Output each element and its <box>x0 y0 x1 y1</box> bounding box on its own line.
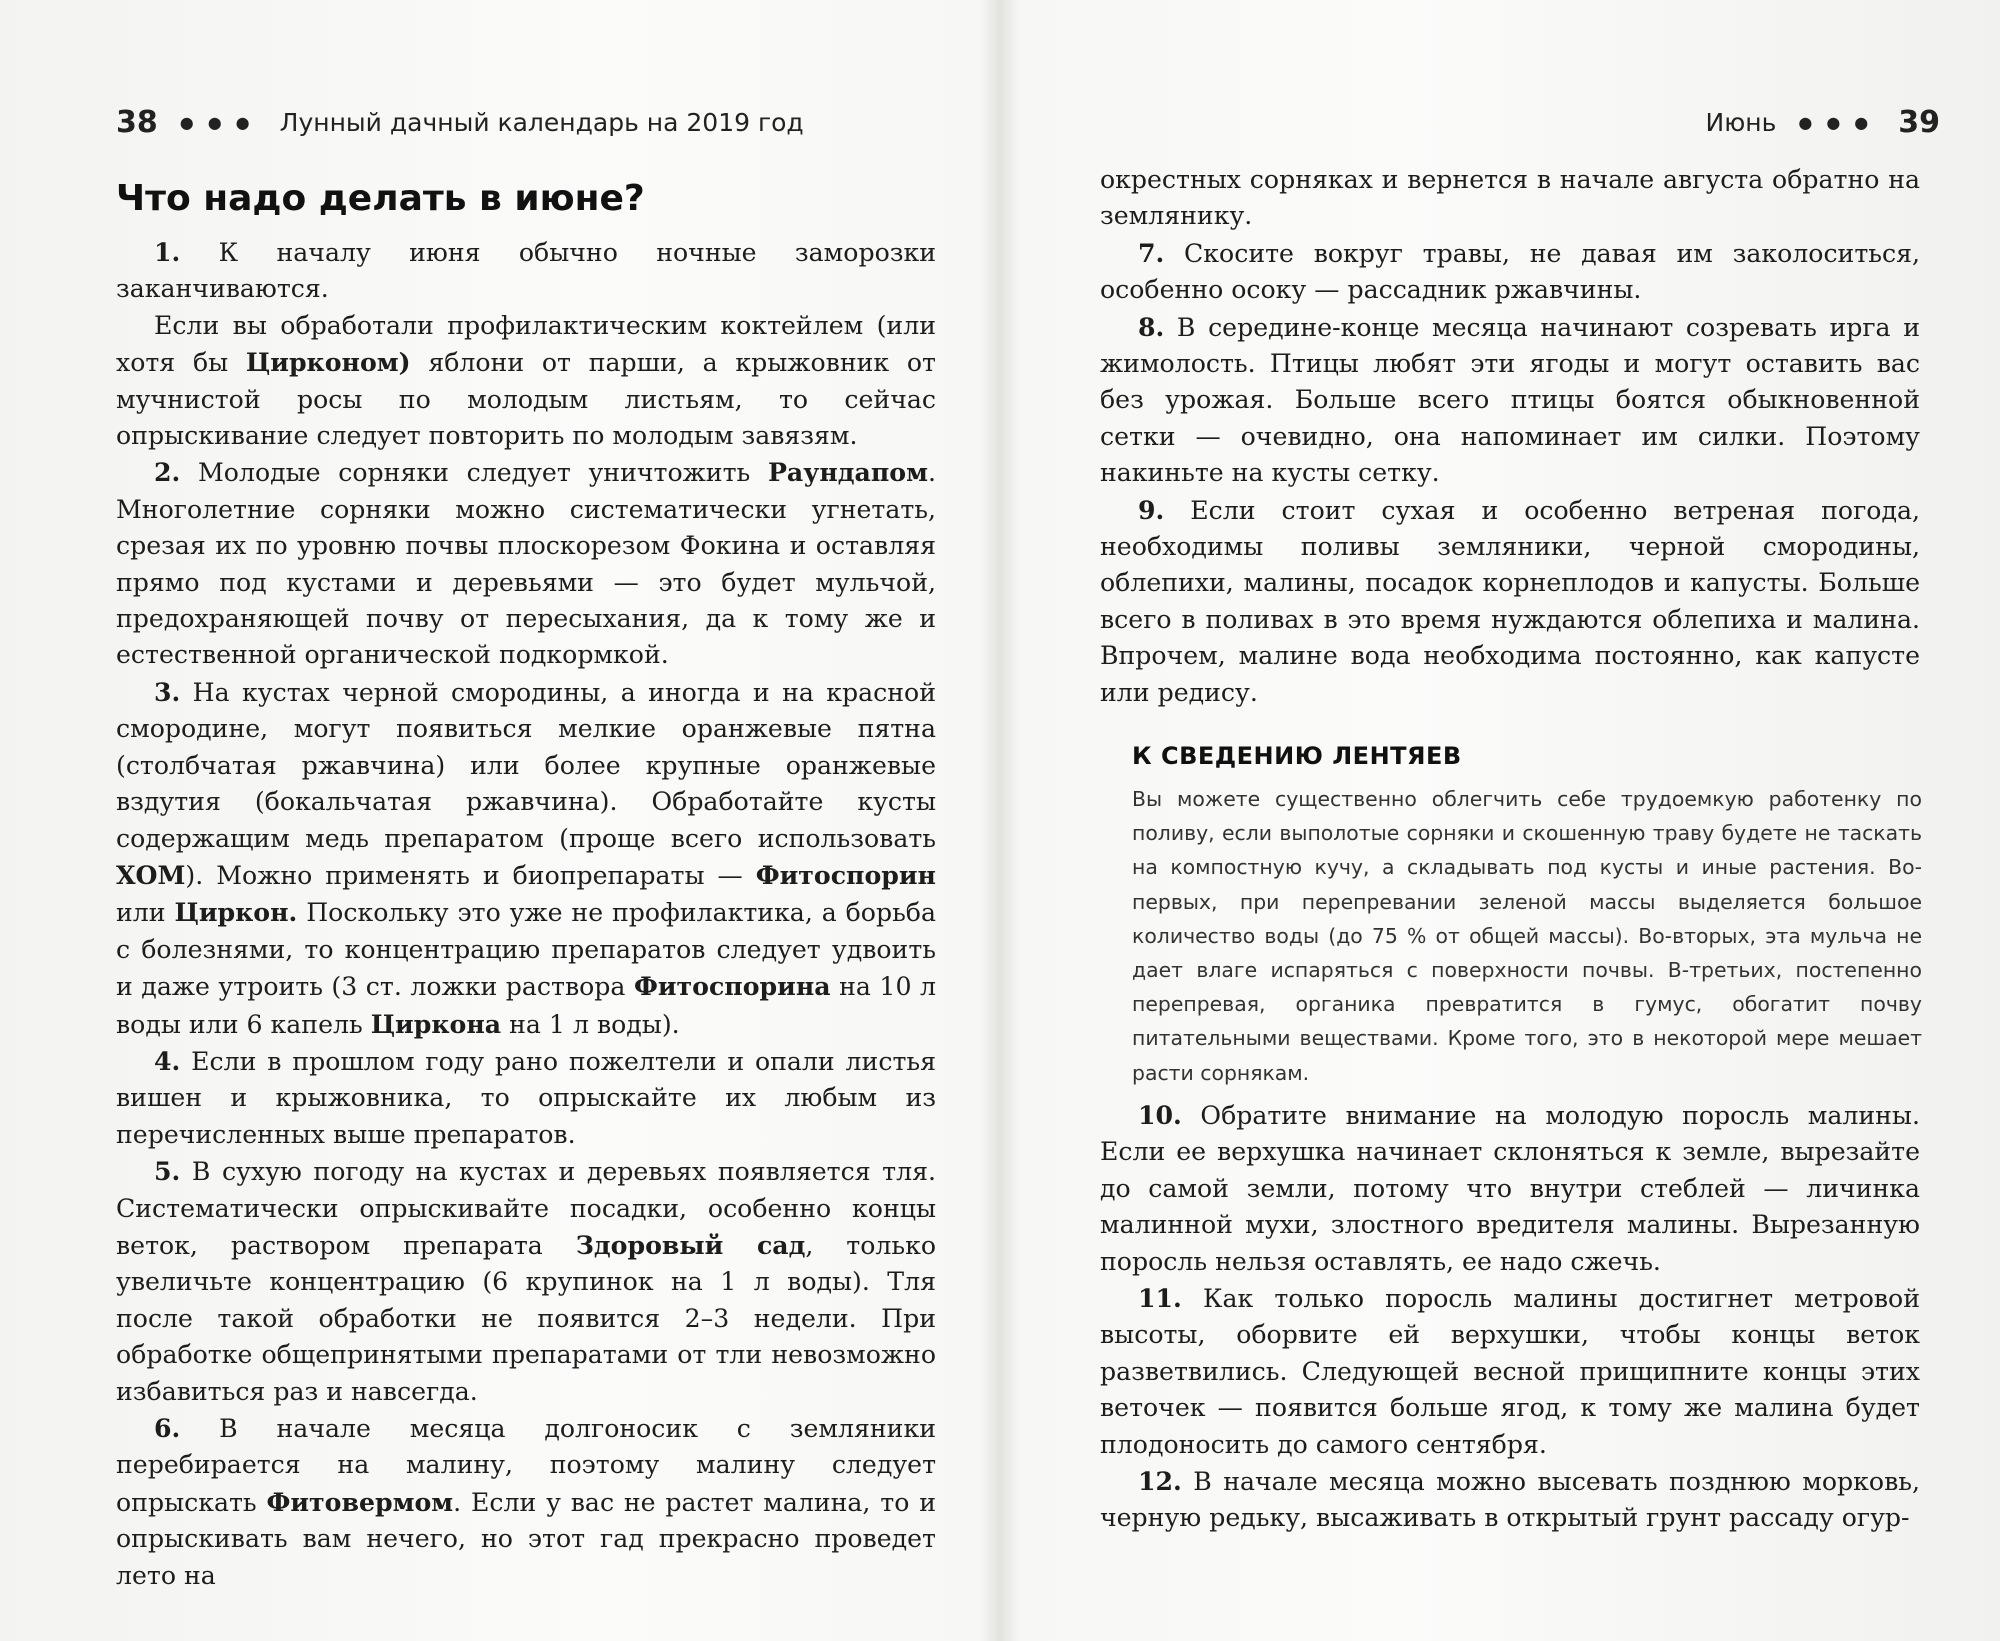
running-title: Лунный дачный календарь на 2019 год <box>279 108 804 137</box>
page-number: 39 <box>1898 105 1940 140</box>
bullet-dots: ●●● <box>179 113 264 132</box>
paragraph-3: 3. На кустах черной смородины, а иногда и на красной смородине, могут появиться мелкие оранжевые пятна (столбчатая ржавчина) или более крупные оранжевые вздутия (бокальчатая ржавчина). Обработайте кусты содержащим медь препаратом (проще всего использовать ХОМ). Можно применять и биопрепараты — Фитоспорин или Циркон. Поскольку это уже не профилактика, а борьба с болезнями, то концентрацию препаратов следует удвоить и даже утроить (3 ст. ложки раствора Фитоспорина на 10 л воды или 6 капель Циркона на 1 л воды). <box>116 676 937 1039</box>
paragraph-8: 8. В середине-конце месяца начинают созревать ирга и жимолость. Птицы любят эти ягоды и могут оставить вас без урожая. Больше всего птицы боятся обыкновенной сетки — очевидно, она напоминает им силки. Поэтому накиньте на кусты сетку. <box>1100 311 1920 488</box>
paragraph-2: 2. Молодые сорняки следует уничтожить Раундапом. Многолетние сорняки можно систематически угнетать, срезая их по уровню почвы плоскорезом Фокина и оставляя прямо под кустами и деревьями — это будет мульчой, предохраняющей почву от пересыхания, да к тому же и естественной органической подкормкой. <box>116 457 936 670</box>
running-header-right <box>1706 105 1940 140</box>
paragraph-11: 11. Как только поросль малины достигнет метровой высоты, оборвите ей верхушки, чтобы концы веток разветвились. Следующей весной прищипните концы этих веточек — появится больше ягод, к тому же малина будет плодоносить до самого сентября. <box>1100 1283 1920 1459</box>
page-number: 38 <box>116 105 158 140</box>
section-heading: Что надо делать в июне? <box>116 178 645 219</box>
paragraph-4: 4. Если в прошлом году рано пожелтели и опали листья вишен и крыжовника, то опрыскайте их любым из перечисленных выше препаратов. <box>116 1045 936 1149</box>
paragraph-5: 5. В сухую погоду на кустах и деревьях появляется тля. Систематически опрыскивайте посадки, особенно концы веток, раствором препарата Здоровый сад, только увеличьте концентрацию (6 крупинок на 1 л воды). Тля после такой обработки не появится 2–3 недели. При обработке общепринятыми препаратами от тли невозможно избавиться раз и навсегда. <box>116 1156 936 1406</box>
right-column-text-bottom <box>1100 1097 1920 1537</box>
paragraph-12: 12. В начале месяца можно высевать позднюю морковь, черную редьку, высаживать в открытый грунт рассаду огур- <box>1100 1466 1920 1533</box>
bullet-dots: ●●● <box>1798 113 1883 132</box>
paragraph-9: 9. Если стоит сухая и особенно ветреная погода, необходимы поливы земляники, черной смородины, облепихи, малины, посадок корнеплодов и капусты. Больше всего в поливах в это время нуждаются облепиха и малина. Впрочем, малине вода необходима постоянно, как капусте или редису. <box>1100 494 1920 707</box>
running-header-left <box>116 105 804 140</box>
paragraph-6-cont: окрестных сорняках и вернется в начале августа обратно на землянику. <box>1100 165 1920 231</box>
paragraph-1: 1. К началу июня обычно ночные заморозки заканчиваются. <box>116 237 936 304</box>
sidebar-title: К СВЕДЕНИЮ ЛЕНТЯЕВ <box>1132 742 1462 770</box>
paragraph-7: 7. Скосите вокруг травы, не давая им заколоситься, особенно осоку — рассадник ржавчины. <box>1100 237 1920 305</box>
paragraph-10: 10. Обратите внимание на молодую поросль малины. Если ее верхушка начинает склоняться к земле, вырезайте до самой земли, потому что внутри стеблей — личинка малинной мухи, злостного вредителя малины. Вырезанную поросль нельзя оставлять, ее надо сжечь. <box>1100 1100 1920 1276</box>
left-column-text <box>116 234 936 1594</box>
sidebar-text: Вы можете существенно облегчить себе трудоемкую работенку по поливу, если выполотые сорняки и скошенную траву будете не таскать на компостную кучу, а складывать под кусты и иные растения. Во-первых, при перепревании зеленой массы выделяется большое количество воды (до 75 % от общей массы). Во-вторых, эта мульча не дает влаге испаряться с поверхности почвы. В-третьих, постепенно перепревая, органика превратится в гумус, обогатит почву питательными веществами. Кроме того, это в некоторой мере мешает расти сорнякам. <box>1132 787 1922 1085</box>
running-title: Июнь <box>1705 108 1777 137</box>
right-page <box>1000 0 2000 1641</box>
paragraph-1-cont: Если вы обработали профилактическим коктейлем (или хотя бы Цирконом) яблони от парши, а крыжовник от мучнистой росы по молодым листьям, то сейчас опрыскивание следует повторить по молодым завязям. <box>116 310 936 451</box>
sidebar-tip <box>1132 742 1922 1090</box>
paragraph-6: 6. В начале месяца долгоносик с земляники перебирается на малину, поэтому малину следует опрыскать Фитовермом. Если у вас не растет малина, то и опрыскивать вам нечего, но этот гад прекрасно проведет лето на <box>116 1413 936 1590</box>
right-column-text-top <box>1100 162 1920 711</box>
